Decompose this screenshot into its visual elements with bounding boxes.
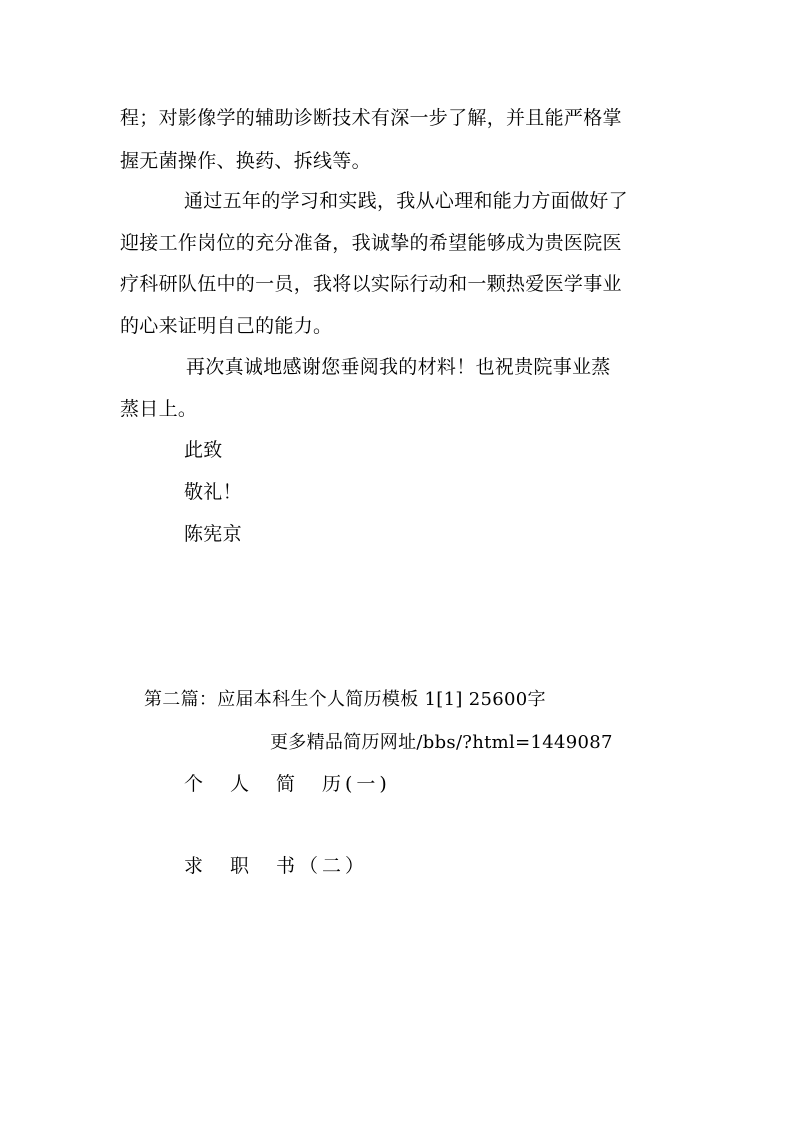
body-text-line: 再次真诚地感谢您垂阅我的材料！也祝贵院事业蒸	[186, 356, 611, 378]
url-line: 更多精品简历网址/bbs/?html=1449087	[270, 732, 613, 753]
body-text-line: 程；对影像学的辅助诊断技术有深一步了解，并且能严格掌	[120, 107, 622, 129]
body-text-line: 迎接工作岗位的充分准备，我诚挚的希望能够成为贵医院医	[120, 232, 622, 254]
body-text-line: 的心来证明自己的能力。	[120, 315, 333, 337]
body-text-line: 握无菌操作、换药、拆线等。	[120, 150, 371, 172]
resume-heading: 个 人 简 历(一)	[184, 773, 391, 795]
body-text-line: 通过五年的学习和实践，我从心理和能力方面做好了	[184, 190, 628, 212]
signature: 陈宪京	[184, 523, 242, 545]
closing-regards: 敬礼！	[184, 481, 242, 503]
cover-letter-heading: 求 职 书（二）	[184, 855, 369, 877]
section-title: 第二篇：应届本科生个人简历模板 1[1] 25600字	[144, 689, 546, 710]
body-text-line: 疗科研队伍中的一员，我将以实际行动和一颗热爱医学事业	[120, 273, 622, 295]
body-text-line: 蒸日上。	[120, 398, 198, 420]
closing-salutation: 此致	[184, 439, 223, 461]
